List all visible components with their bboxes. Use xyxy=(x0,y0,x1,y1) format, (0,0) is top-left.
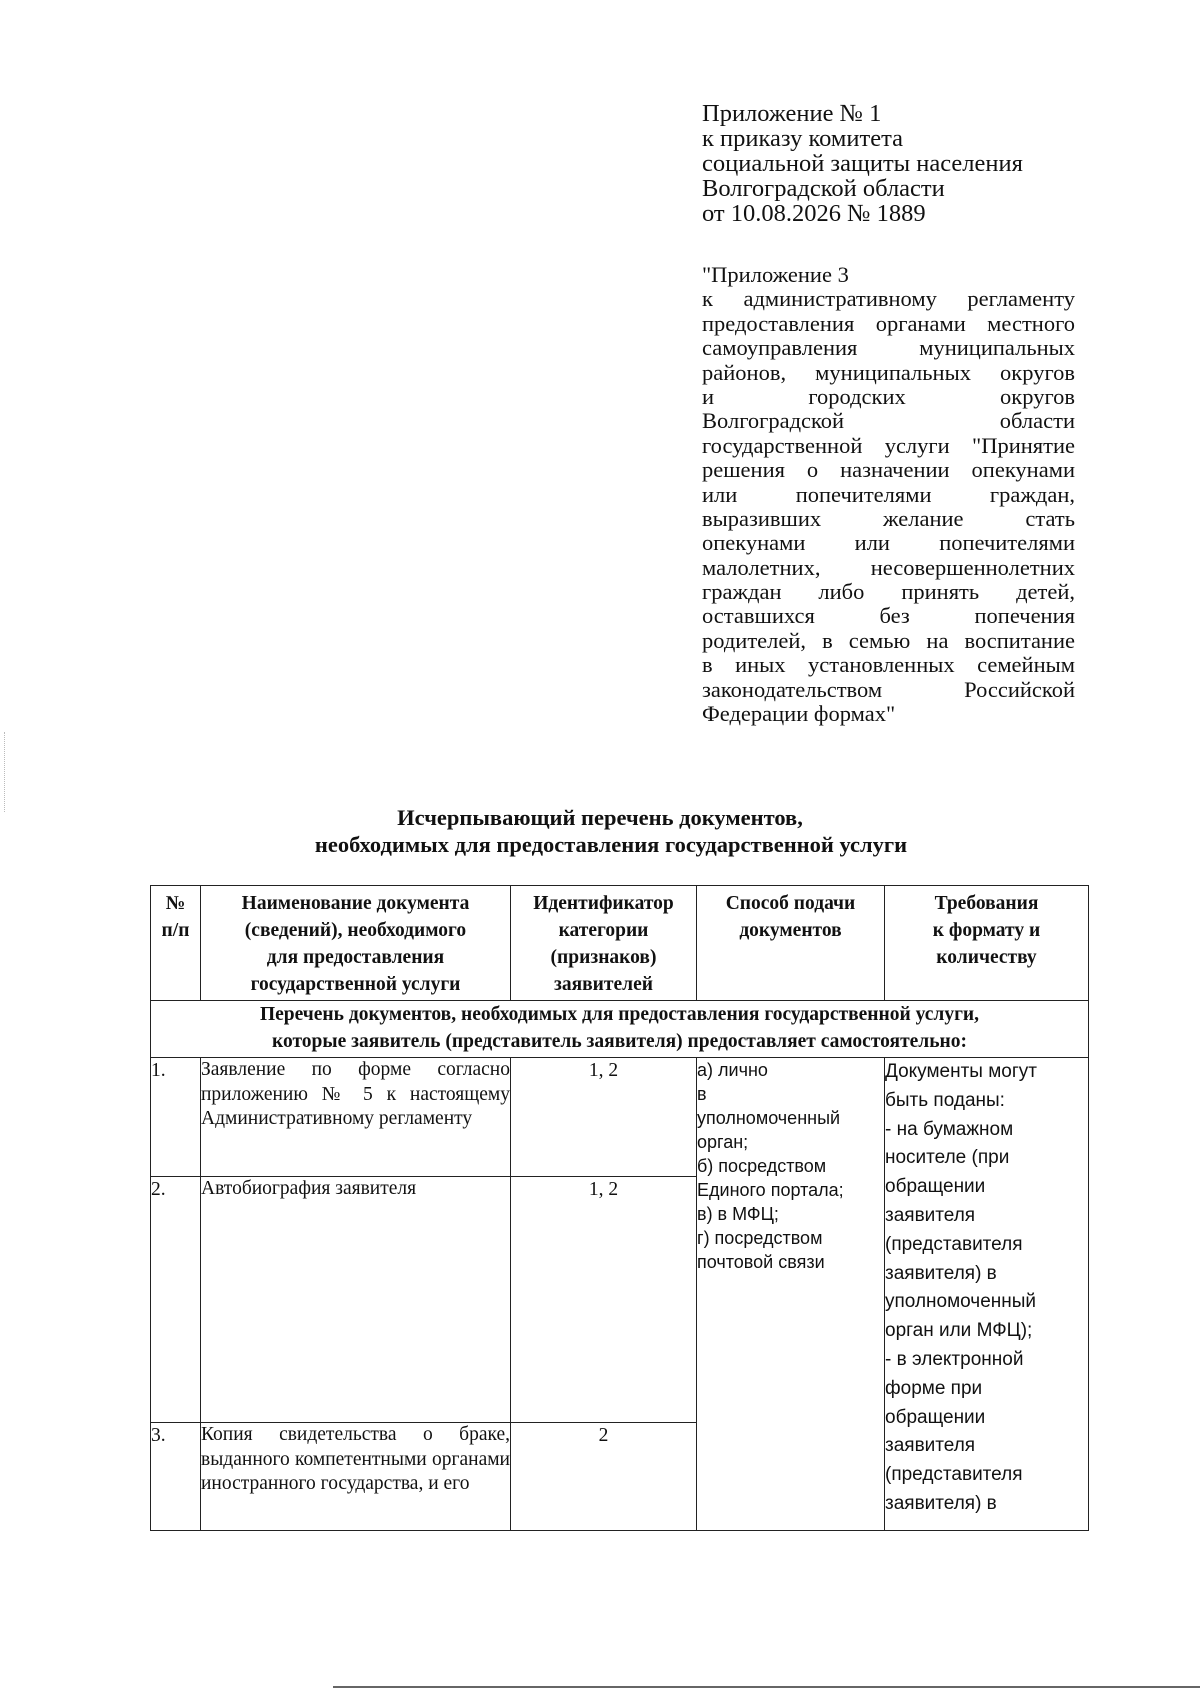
applicant-category: 1, 2 xyxy=(511,1177,697,1423)
appendix-line: Волгоградской области xyxy=(702,175,945,202)
regulation-line: опекунами или попечителями xyxy=(702,530,1075,556)
submission-method: а) лично в уполномоченный орган; б) посредством Единого портала; в) в МФЦ; г) посредством почтовой связи xyxy=(697,1058,885,1531)
row-number: 1. xyxy=(151,1058,201,1177)
format-requirements: Документы могут быть поданы: - на бумажном носителе (при обращении заявителя (представителя заявителя) в уполномоченный орган или МФЦ); - в электронной форме при обращении заявителя (представителя заявителя) в xyxy=(885,1058,1089,1531)
appendix-line: к приказу комитета xyxy=(702,125,903,152)
appendix-header xyxy=(702,101,1072,226)
regulation-line: Федерации формах" xyxy=(702,701,896,727)
regulation-line: Волгоградской области xyxy=(702,408,1075,434)
appendix-line: Приложение № 1 xyxy=(702,100,882,127)
header-method: Способ подачи документов xyxy=(697,886,885,1001)
regulation-line: самоуправления муниципальных xyxy=(702,335,1075,361)
title-line-1: Исчерпывающий перечень документов, xyxy=(397,805,803,830)
documents-table xyxy=(150,885,1089,1531)
regulation-line: или попечителями граждан, xyxy=(702,481,1075,507)
row-number: 2. xyxy=(151,1177,201,1423)
regulation-line: к административному регламенту xyxy=(702,286,1075,312)
regulation-line: оставшихся без попечения xyxy=(702,603,1075,629)
document-name: Заявление по форме согласно приложению № 5 к настоящему Административному регламенту xyxy=(201,1058,511,1177)
regulation-line: районов, муниципальных округов xyxy=(702,359,1075,385)
header-num: № п/п xyxy=(151,886,201,1001)
header-name: Наименование документа (сведений), необходимого для предоставления государственной услуги xyxy=(201,886,511,1001)
regulation-line: государственной услуги "Принятие xyxy=(702,432,1075,458)
header-id: Идентификатор категории (признаков) заявителей xyxy=(511,886,697,1001)
title-line-2: необходимых для предоставления государственной услуги xyxy=(314,832,908,857)
appendix-line: социальной защиты населения xyxy=(702,150,1023,177)
header-requirements: Требования к формату и количеству xyxy=(885,886,1089,1001)
regulation-line: "Приложение 3 xyxy=(702,262,849,287)
regulation-line: родителей, в семью на воспитание xyxy=(702,627,1075,653)
regulation-line: малолетних, несовершеннолетних xyxy=(702,554,1075,580)
scan-bottom-line xyxy=(333,1686,1200,1688)
regulation-line: решения о назначении опекунами xyxy=(702,457,1075,483)
section-row xyxy=(151,1001,1089,1058)
table-row xyxy=(151,1058,1089,1177)
regulation-line: в иных установленных семейным xyxy=(702,652,1075,678)
document-name: Копия свидетельства о браке, выданного компетентными органами иностранного государства, и его xyxy=(201,1423,511,1531)
scan-edge-mark xyxy=(4,732,6,812)
applicant-category: 2 xyxy=(511,1423,697,1531)
document-title xyxy=(0,804,1200,858)
table-header-row xyxy=(151,886,1089,1001)
regulation-line: граждан либо принять детей, xyxy=(702,579,1075,605)
row-number: 3. xyxy=(151,1423,201,1531)
regulation-reference xyxy=(702,263,1075,726)
appendix-line: от 10.08.2026 № 1889 xyxy=(702,200,926,227)
regulation-line: законодательством Российской xyxy=(702,676,1075,702)
section-heading: Перечень документов, необходимых для предоставления государственной услуги, которые заявитель (представитель заявителя) предоставляет самостоятельно: xyxy=(151,1001,1089,1058)
applicant-category: 1, 2 xyxy=(511,1058,697,1177)
document-name: Автобиография заявителя xyxy=(201,1177,511,1423)
regulation-line: выразивших желание стать xyxy=(702,505,1075,531)
regulation-line: предоставления органами местного xyxy=(702,310,1075,336)
regulation-line: и городских округов xyxy=(702,383,1075,409)
